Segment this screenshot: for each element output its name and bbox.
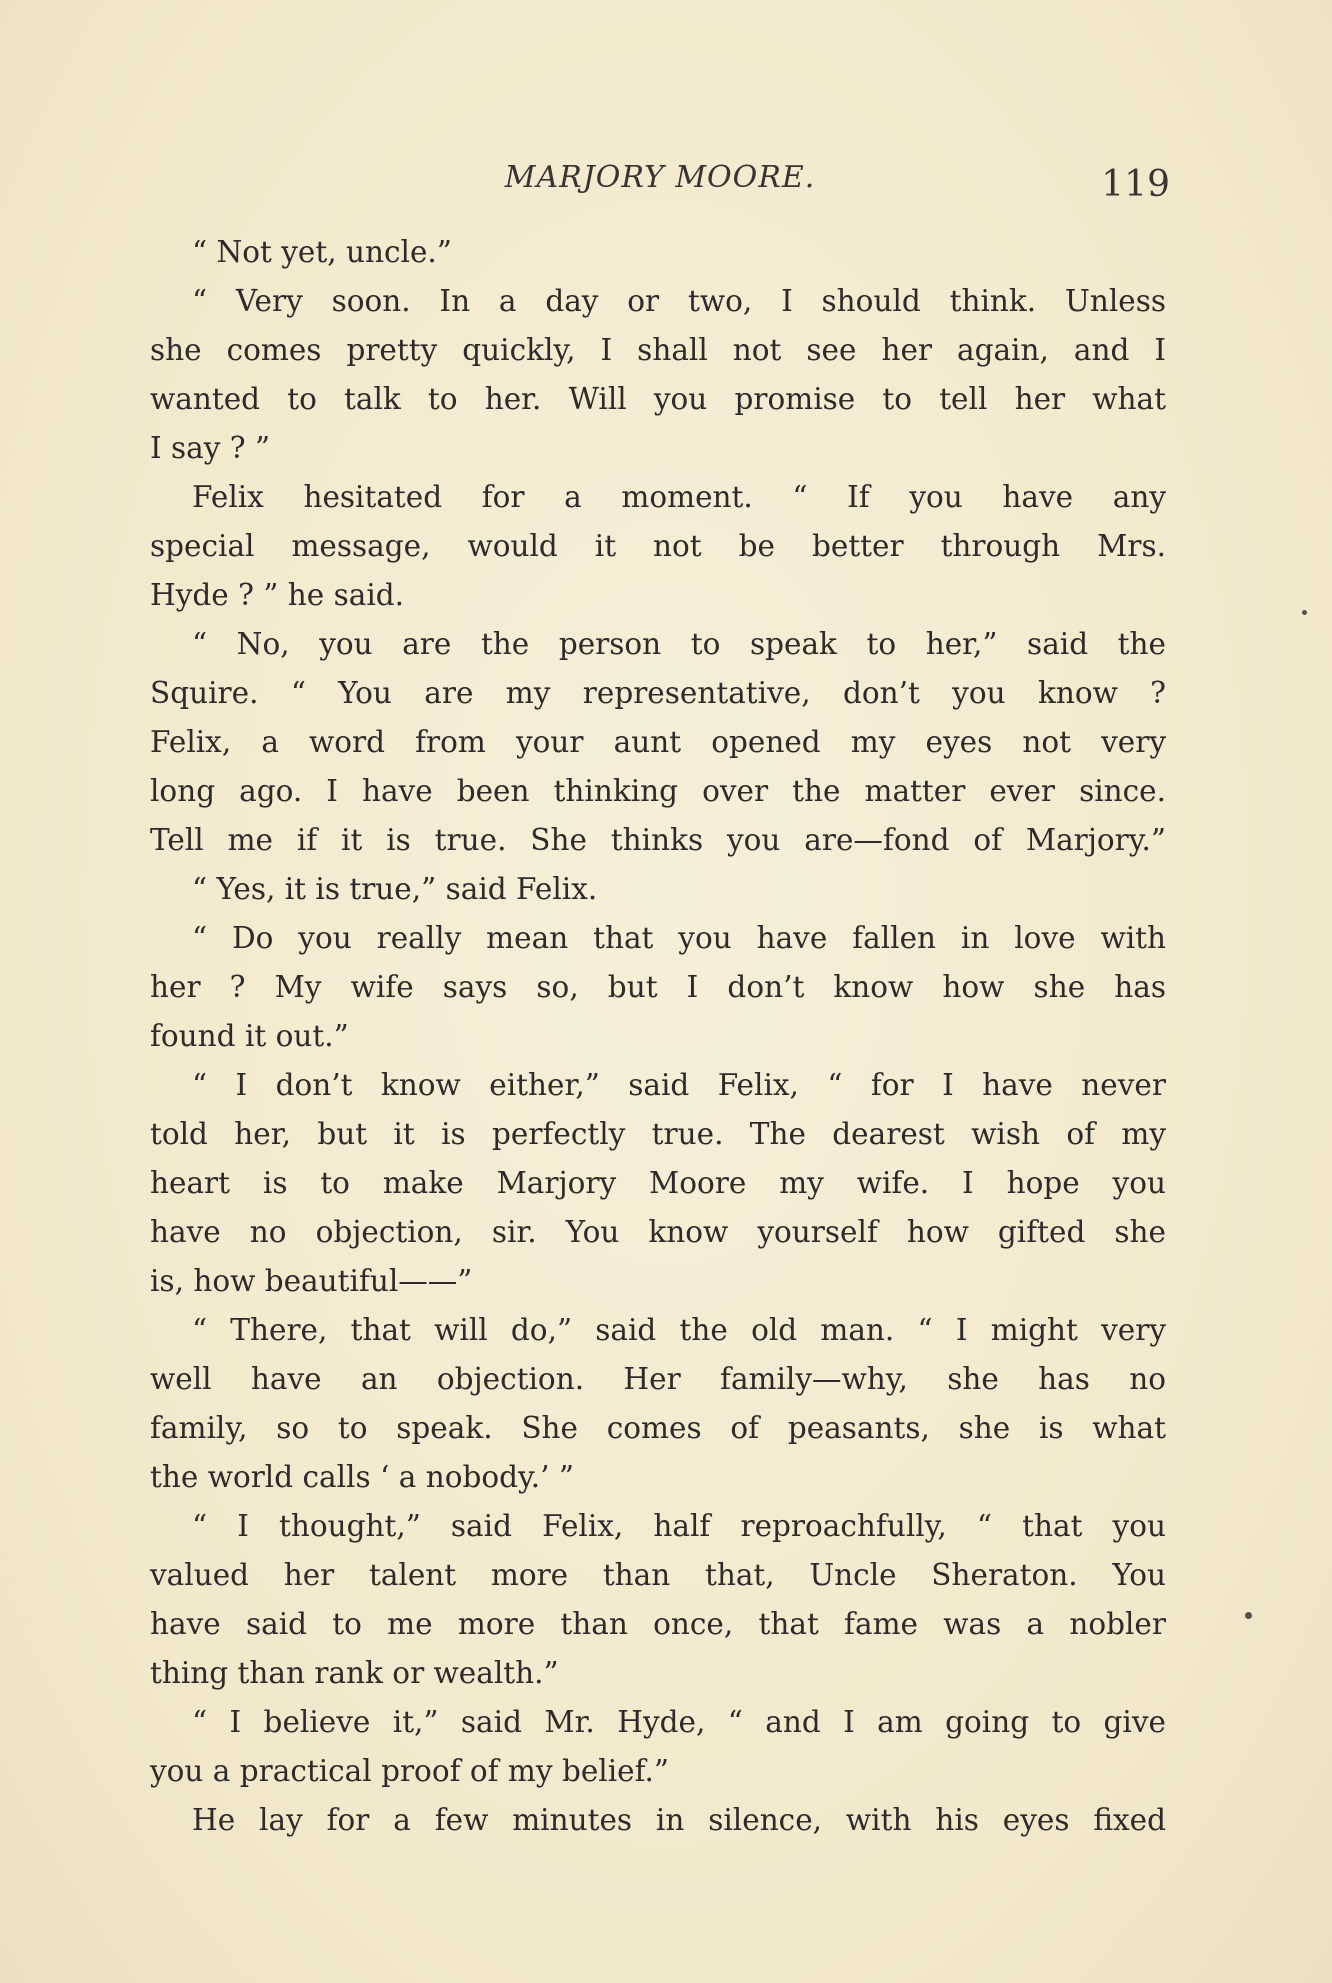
text-line: “ I don’t know either,” said Felix, “ for I have never [192, 1068, 1166, 1102]
text-line: Tell me if it is true. She thinks you are—fond of Marjory.” [150, 823, 1166, 857]
text-line: Felix hesitated for a moment. “ If you have any [192, 480, 1166, 514]
text-line: wanted to talk to her. Will you promise to tell her what [150, 382, 1166, 416]
text-line: is, how beautiful——” [150, 1264, 473, 1298]
paper-speck [1302, 610, 1307, 615]
running-title: MARJORY MOORE. [504, 160, 816, 195]
text-line: found it out.” [150, 1019, 349, 1053]
paper-speck [1245, 1612, 1252, 1619]
text-line: “ Yes, it is true,” said Felix. [192, 872, 598, 906]
text-line: she comes pretty quickly, I shall not see her again, and I [150, 333, 1166, 367]
text-line: “ Not yet, uncle.” [192, 235, 452, 269]
text-line: “ No, you are the person to speak to her,” said the [192, 627, 1166, 661]
text-line: “ Very soon. In a day or two, I should think. Unless [192, 284, 1166, 318]
text-line: thing than rank or wealth.” [150, 1656, 559, 1690]
text-line: long ago. I have been thinking over the matter ever since. [150, 774, 1166, 808]
text-line: have said to me more than once, that fame was a nobler [150, 1607, 1166, 1641]
text-line: He lay for a few minutes in silence, with his eyes fixed [192, 1803, 1166, 1837]
text-line: have no objection, sir. You know yourself how gifted she [150, 1215, 1166, 1249]
text-line: “ I thought,” said Felix, half reproachfully, “ that you [192, 1509, 1166, 1543]
text-line: family, so to speak. She comes of peasants, she is what [150, 1411, 1166, 1445]
text-line: well have an objection. Her family—why, she has no [150, 1362, 1166, 1396]
text-line: Hyde ? ” he said. [150, 578, 405, 612]
page-number: 119 [1101, 164, 1170, 205]
text-line: “ I believe it,” said Mr. Hyde, “ and I am going to give [192, 1705, 1166, 1739]
text-line: Felix, a word from your aunt opened my eyes not very [150, 725, 1166, 759]
text-line: you a practical proof of my belief.” [150, 1754, 669, 1788]
text-line: heart is to make Marjory Moore my wife. I hope you [150, 1166, 1166, 1200]
text-line: “ Do you really mean that you have fallen in love with [192, 921, 1166, 955]
text-line: the world calls ‘ a nobody.’ ” [150, 1460, 574, 1494]
text-line: valued her talent more than that, Uncle Sheraton. You [150, 1558, 1166, 1592]
text-line: I say ? ” [150, 431, 271, 465]
page-header [150, 160, 1170, 210]
text-line: Squire. “ You are my representative, don’t you know ? [150, 676, 1166, 710]
body-text [150, 228, 1166, 1845]
text-line: told her, but it is perfectly true. The dearest wish of my [150, 1117, 1166, 1151]
text-line: “ There, that will do,” said the old man. “ I might very [192, 1313, 1166, 1347]
text-line: her ? My wife says so, but I don’t know how she has [150, 970, 1166, 1004]
text-line: special message, would it not be better through Mrs. [150, 529, 1166, 563]
